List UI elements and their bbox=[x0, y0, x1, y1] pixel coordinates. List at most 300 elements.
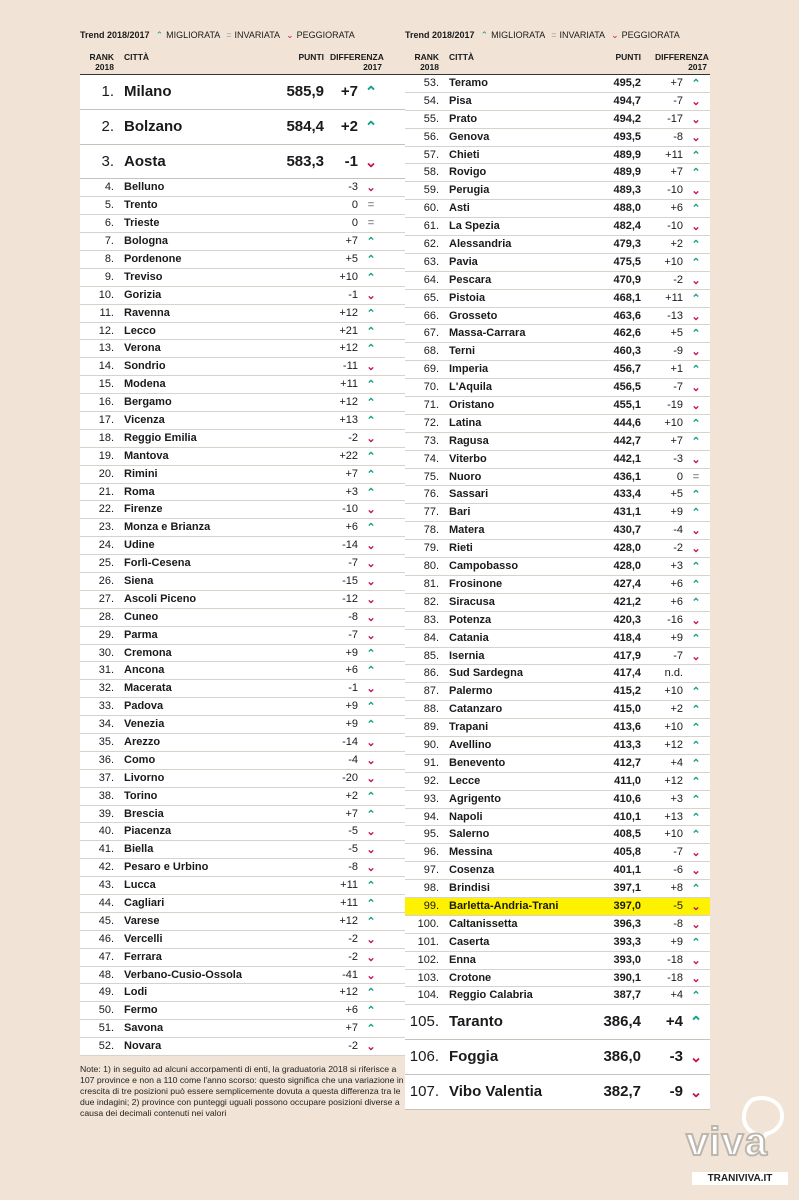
rank-cell: 17. bbox=[98, 413, 114, 426]
up-arrow-icon: ⌃ bbox=[691, 990, 701, 1003]
rank-cell: 66. bbox=[423, 309, 439, 322]
rank-cell: 80. bbox=[423, 560, 439, 573]
city-cell: Palermo bbox=[449, 685, 493, 698]
diff-cell: +7 bbox=[345, 1022, 358, 1035]
rank-cell: 51. bbox=[98, 1022, 114, 1035]
diff-cell: +10 bbox=[339, 270, 358, 283]
rank-cell: 8. bbox=[104, 252, 114, 265]
equal-icon: = bbox=[692, 470, 700, 483]
table-header bbox=[80, 52, 410, 75]
rank-cell: 34. bbox=[98, 718, 114, 731]
table-row bbox=[80, 358, 410, 376]
up-arrow-icon: ⌃ bbox=[691, 883, 701, 896]
up-arrow-icon: ⌃ bbox=[691, 328, 701, 341]
city-cell: Milano bbox=[124, 83, 172, 100]
city-cell: Catania bbox=[449, 631, 489, 644]
table-row bbox=[405, 272, 710, 290]
up-arrow-icon: ⌃ bbox=[691, 203, 701, 216]
diff-cell: -5 bbox=[348, 825, 358, 838]
down-arrow-icon: ⌄ bbox=[611, 29, 619, 40]
city-cell: Agrigento bbox=[449, 792, 501, 805]
rank-cell: 103. bbox=[417, 971, 439, 984]
up-arrow-icon: ⌃ bbox=[366, 915, 376, 928]
points-cell: 442,7 bbox=[613, 434, 641, 447]
city-cell: Como bbox=[124, 753, 156, 766]
points-cell: 428,0 bbox=[613, 542, 641, 555]
city-cell: Pesaro e Urbino bbox=[124, 861, 209, 874]
rank-cell: 86. bbox=[423, 667, 439, 680]
diff-cell: -18 bbox=[667, 953, 683, 966]
table-row bbox=[80, 145, 410, 180]
table-row bbox=[405, 576, 710, 594]
up-arrow-icon: ⌃ bbox=[366, 397, 376, 410]
city-cell: Rovigo bbox=[449, 166, 487, 179]
table-row bbox=[405, 129, 710, 147]
diff-cell: +6 bbox=[670, 202, 683, 215]
city-cell: Vibo Valentia bbox=[449, 1082, 543, 1100]
points-cell: 405,8 bbox=[613, 846, 641, 859]
points-cell: 455,1 bbox=[613, 399, 641, 412]
diff-cell: +22 bbox=[339, 449, 358, 462]
up-arrow-icon: ⌃ bbox=[691, 793, 701, 806]
points-cell: 493,5 bbox=[613, 130, 641, 143]
table-row bbox=[80, 484, 410, 502]
table-row bbox=[405, 361, 710, 379]
points-cell: 462,6 bbox=[613, 327, 641, 340]
table-row bbox=[405, 934, 710, 952]
points-cell: 418,4 bbox=[613, 631, 641, 644]
rank-cell: 21. bbox=[98, 485, 114, 498]
table-row bbox=[80, 75, 410, 110]
table-row bbox=[405, 630, 710, 648]
diff-cell: -1 bbox=[348, 682, 358, 695]
city-cell: Brindisi bbox=[449, 882, 490, 895]
table-row bbox=[405, 486, 710, 504]
table-row bbox=[80, 698, 410, 716]
down-arrow-icon: ⌄ bbox=[366, 432, 376, 445]
city-cell: Pescara bbox=[449, 273, 492, 286]
city-cell: Gorizia bbox=[124, 288, 162, 301]
city-cell: Massa-Carrara bbox=[449, 327, 526, 340]
diff-cell: +5 bbox=[670, 327, 683, 340]
rank-cell: 59. bbox=[423, 184, 439, 197]
rank-cell: 77. bbox=[423, 506, 439, 519]
up-arrow-icon: ⌃ bbox=[366, 1023, 376, 1036]
table-row bbox=[405, 415, 710, 433]
up-arrow-icon: ⌃ bbox=[366, 414, 376, 427]
rank-cell: 63. bbox=[423, 255, 439, 268]
points-cell: 410,6 bbox=[613, 792, 641, 805]
rank-cell: 12. bbox=[98, 324, 114, 337]
rank-cell: 24. bbox=[98, 539, 114, 552]
city-cell: Benevento bbox=[449, 756, 506, 769]
rank-cell: 57. bbox=[423, 148, 439, 161]
down-arrow-icon: ⌄ bbox=[366, 826, 376, 839]
equal-icon: = bbox=[551, 30, 557, 40]
city-cell: Enna bbox=[449, 953, 476, 966]
table-row bbox=[80, 591, 410, 609]
table-row bbox=[80, 806, 410, 824]
diff-cell: -7 bbox=[673, 649, 683, 662]
diff-cell: +4 bbox=[670, 989, 683, 1002]
city-cell: Ferrara bbox=[124, 950, 162, 963]
table-row bbox=[80, 680, 410, 698]
diff-cell: -8 bbox=[673, 917, 683, 930]
points-cell: 421,2 bbox=[613, 595, 641, 608]
city-cell: Sud Sardegna bbox=[449, 667, 523, 680]
city-cell: Potenza bbox=[449, 613, 492, 626]
points-cell: 382,7 bbox=[603, 1082, 641, 1100]
city-cell: Ragusa bbox=[449, 434, 489, 447]
city-cell: Campobasso bbox=[449, 560, 519, 573]
diff-cell: +11 bbox=[340, 879, 358, 892]
points-cell: 428,0 bbox=[613, 560, 641, 573]
diff-cell: -2 bbox=[348, 431, 358, 444]
up-arrow-icon: ⌃ bbox=[366, 808, 376, 821]
up-arrow-icon: ⌃ bbox=[691, 739, 701, 752]
up-arrow-icon: ⌃ bbox=[366, 379, 376, 392]
diff-cell: +12 bbox=[339, 986, 358, 999]
up-arrow-icon: ⌃ bbox=[689, 1014, 703, 1032]
rank-cell: 72. bbox=[423, 416, 439, 429]
city-cell: La Spezia bbox=[449, 220, 500, 233]
points-cell: 436,1 bbox=[613, 470, 641, 483]
table-row bbox=[80, 376, 410, 394]
diff-cell: +11 bbox=[665, 291, 683, 304]
table-row bbox=[405, 952, 710, 970]
points-cell: 488,0 bbox=[613, 202, 641, 215]
rank-cell: 99. bbox=[423, 899, 439, 912]
table-row bbox=[80, 770, 410, 788]
rank-cell: 27. bbox=[98, 592, 114, 605]
up-arrow-icon: ⌃ bbox=[691, 489, 701, 502]
up-arrow-icon: ⌃ bbox=[691, 561, 701, 574]
rank-cell: 25. bbox=[98, 557, 114, 570]
points-cell: 475,5 bbox=[613, 255, 641, 268]
diff-cell: -16 bbox=[667, 613, 683, 626]
rank-cell: 84. bbox=[423, 631, 439, 644]
city-cell: Lecce bbox=[449, 774, 481, 787]
rank-cell: 88. bbox=[423, 703, 439, 716]
city-cell: Genova bbox=[449, 130, 490, 143]
diff-cell: +9 bbox=[345, 700, 358, 713]
down-arrow-icon: ⌄ bbox=[691, 847, 701, 860]
points-cell: 460,3 bbox=[613, 345, 641, 358]
table-row bbox=[80, 287, 410, 305]
table-row bbox=[80, 1020, 410, 1038]
diff-cell: +7 bbox=[345, 235, 358, 248]
diff-cell: +7 bbox=[345, 467, 358, 480]
rank-cell: 43. bbox=[98, 879, 114, 892]
diff-cell: -2 bbox=[673, 273, 683, 286]
diff-cell: -14 bbox=[342, 539, 358, 552]
up-arrow-icon: ⌃ bbox=[366, 790, 376, 803]
city-cell: Venezia bbox=[124, 718, 165, 731]
city-cell: Caserta bbox=[449, 935, 490, 948]
table-row bbox=[405, 898, 710, 916]
city-cell: Pistoia bbox=[449, 291, 486, 304]
diff-cell: -19 bbox=[667, 399, 683, 412]
down-arrow-icon: ⌄ bbox=[691, 346, 701, 359]
up-arrow-icon: ⌃ bbox=[366, 450, 376, 463]
up-arrow-icon: ⌃ bbox=[366, 325, 376, 338]
rank-cell: 40. bbox=[98, 825, 114, 838]
city-cell: Pisa bbox=[449, 94, 472, 107]
city-cell: Torino bbox=[124, 789, 158, 802]
city-cell: Firenze bbox=[124, 503, 163, 516]
rank-cell: 90. bbox=[423, 738, 439, 751]
points-cell: 468,1 bbox=[613, 291, 641, 304]
city-cell: Asti bbox=[449, 202, 470, 215]
rank-cell: 11. bbox=[99, 306, 114, 319]
city-cell: Reggio Calabria bbox=[449, 989, 533, 1002]
down-arrow-icon: ⌄ bbox=[689, 1083, 703, 1101]
diff-cell: +9 bbox=[345, 646, 358, 659]
rank-cell: 58. bbox=[423, 166, 439, 179]
up-arrow-icon: ⌃ bbox=[366, 719, 376, 732]
city-cell: Bolzano bbox=[124, 117, 183, 135]
up-arrow-icon: ⌃ bbox=[691, 78, 701, 90]
equal-icon: = bbox=[367, 199, 375, 212]
diff-cell: +6 bbox=[345, 664, 358, 677]
diff-cell: +7 bbox=[670, 434, 683, 447]
table-row bbox=[80, 323, 410, 341]
city-cell: Frosinone bbox=[449, 577, 503, 590]
table-row bbox=[405, 75, 710, 93]
city-cell: Pordenone bbox=[124, 252, 182, 265]
up-arrow-icon: ⌃ bbox=[691, 256, 701, 269]
diff-cell: +7 bbox=[340, 83, 358, 100]
city-cell: Belluno bbox=[124, 181, 165, 194]
diff-cell: +5 bbox=[345, 252, 358, 265]
diff-cell: +8 bbox=[670, 882, 683, 895]
legend-improved: MIGLIORATA bbox=[166, 30, 221, 40]
down-arrow-icon: ⌄ bbox=[366, 558, 376, 571]
up-arrow-icon: ⌃ bbox=[366, 307, 376, 320]
rank-cell: 78. bbox=[423, 524, 439, 537]
points-cell: 489,3 bbox=[613, 184, 641, 197]
diff-cell: -10 bbox=[667, 220, 683, 233]
up-arrow-icon: ⌃ bbox=[366, 987, 376, 1000]
points-cell: 427,4 bbox=[613, 577, 641, 590]
up-arrow-icon: ⌃ bbox=[691, 435, 701, 448]
table-header-right bbox=[405, 52, 710, 75]
rank-cell: 52. bbox=[98, 1040, 114, 1053]
diff-cell: +11 bbox=[340, 378, 358, 391]
down-arrow-icon: ⌄ bbox=[689, 1049, 703, 1067]
points-cell: 420,3 bbox=[613, 613, 641, 626]
city-cell: Vicenza bbox=[124, 413, 165, 426]
diff-cell: +13 bbox=[664, 810, 683, 823]
rank-cell: 15. bbox=[98, 378, 114, 391]
city-cell: Piacenza bbox=[124, 825, 172, 838]
rank-cell: 41. bbox=[98, 843, 114, 856]
rank-cell: 102. bbox=[417, 953, 439, 966]
city-cell: Crotone bbox=[449, 971, 492, 984]
diff-cell: -2 bbox=[673, 542, 683, 555]
rank-cell: 7. bbox=[104, 235, 114, 248]
rank-cell: 44. bbox=[98, 897, 114, 910]
table-row bbox=[80, 1002, 410, 1020]
diff-cell: +3 bbox=[670, 560, 683, 573]
points-cell: 417,4 bbox=[613, 667, 641, 680]
points-cell: 456,7 bbox=[613, 363, 641, 376]
table-row bbox=[80, 752, 410, 770]
diff-cell: -14 bbox=[342, 736, 358, 748]
points-cell: 408,5 bbox=[613, 828, 641, 841]
rank-cell: 96. bbox=[423, 846, 439, 859]
diff-cell: -8 bbox=[348, 861, 358, 874]
diff-cell: +12 bbox=[339, 914, 358, 927]
table-row bbox=[405, 1005, 710, 1040]
table-row bbox=[80, 627, 410, 645]
points-cell: 397,1 bbox=[613, 882, 641, 895]
up-arrow-icon: ⌃ bbox=[366, 701, 376, 714]
city-cell: Ascoli Piceno bbox=[124, 592, 197, 605]
table-row bbox=[405, 987, 710, 1005]
diff-cell: -10 bbox=[342, 503, 358, 516]
city-cell: Lodi bbox=[124, 986, 148, 999]
points-cell: 489,9 bbox=[613, 166, 641, 179]
diff-cell: -7 bbox=[673, 381, 683, 394]
city-cell: Vercelli bbox=[124, 932, 163, 945]
diff-cell: +5 bbox=[670, 488, 683, 501]
table-row bbox=[80, 859, 410, 877]
rank-cell: 105. bbox=[409, 1013, 439, 1031]
down-arrow-icon: ⌄ bbox=[366, 361, 376, 374]
diff-cell: +11 bbox=[340, 897, 358, 910]
down-arrow-icon: ⌄ bbox=[691, 185, 701, 198]
down-arrow-icon: ⌄ bbox=[691, 900, 701, 913]
table-row bbox=[80, 340, 410, 358]
points-cell: 417,9 bbox=[613, 649, 641, 662]
rank-cell: 60. bbox=[423, 202, 439, 215]
table-row bbox=[405, 558, 710, 576]
down-arrow-icon: ⌄ bbox=[691, 131, 701, 144]
rank-cell: 69. bbox=[423, 363, 439, 376]
diff-cell: +6 bbox=[345, 521, 358, 534]
city-cell: Avellino bbox=[449, 738, 492, 751]
header-rank: RANK 2018 bbox=[414, 52, 439, 72]
city-cell: Ravenna bbox=[124, 306, 170, 319]
down-arrow-icon: ⌄ bbox=[366, 683, 376, 696]
rank-cell: 100. bbox=[417, 917, 439, 930]
rank-cell: 50. bbox=[98, 1004, 114, 1017]
table-row bbox=[80, 984, 410, 1002]
rank-cell: 39. bbox=[98, 807, 114, 820]
up-arrow-icon: ⌃ bbox=[691, 578, 701, 591]
diff-cell: 0 bbox=[351, 217, 358, 230]
table-row bbox=[405, 164, 710, 182]
rank-cell: 18. bbox=[98, 431, 114, 444]
diff-cell: -10 bbox=[667, 184, 683, 197]
table-row bbox=[80, 519, 410, 537]
table-row bbox=[80, 555, 410, 573]
up-arrow-icon: ⌃ bbox=[480, 29, 489, 40]
table-row bbox=[405, 594, 710, 612]
rank-cell: 68. bbox=[423, 345, 439, 358]
trend-legend bbox=[80, 0, 410, 50]
diff-cell: -13 bbox=[667, 309, 683, 322]
up-arrow-icon: ⌃ bbox=[691, 239, 701, 252]
points-cell: 494,7 bbox=[613, 94, 641, 107]
diff-cell: +4 bbox=[670, 756, 683, 769]
table-row bbox=[80, 931, 410, 949]
rank-cell: 62. bbox=[423, 238, 439, 251]
points-cell: 442,1 bbox=[613, 452, 641, 465]
rank-cell: 37. bbox=[98, 771, 114, 784]
rank-cell: 82. bbox=[423, 595, 439, 608]
city-cell: Sondrio bbox=[124, 360, 166, 373]
rank-cell: 3. bbox=[101, 152, 114, 170]
city-cell: Cuneo bbox=[124, 610, 159, 623]
up-arrow-icon: ⌃ bbox=[366, 880, 376, 893]
diff-cell: -6 bbox=[673, 864, 683, 877]
diff-cell: +13 bbox=[339, 413, 358, 426]
points-cell: 401,1 bbox=[613, 864, 641, 877]
table-row bbox=[80, 269, 410, 287]
table-row bbox=[405, 93, 710, 111]
diff-cell: -41 bbox=[342, 968, 358, 981]
table-row bbox=[80, 823, 410, 841]
legend-worsened: PEGGIORATA bbox=[621, 30, 680, 40]
rank-cell: 67. bbox=[423, 327, 439, 340]
down-arrow-icon: ⌄ bbox=[366, 593, 376, 606]
city-cell: Caltanissetta bbox=[449, 917, 518, 930]
city-cell: Parma bbox=[124, 628, 158, 641]
table-row bbox=[405, 308, 710, 326]
table-row bbox=[405, 451, 710, 469]
up-arrow-icon: ⌃ bbox=[366, 647, 376, 660]
brand-url: TRANIVIVA.IT bbox=[692, 1172, 788, 1185]
up-arrow-icon: ⌃ bbox=[691, 167, 701, 180]
city-cell: Udine bbox=[124, 539, 155, 552]
points-cell: 444,6 bbox=[613, 416, 641, 429]
table-row bbox=[80, 394, 410, 412]
rank-cell: 48. bbox=[98, 968, 114, 981]
diff-cell: +9 bbox=[345, 718, 358, 731]
points-cell: 412,7 bbox=[613, 756, 641, 769]
city-cell: Fermo bbox=[124, 1004, 158, 1017]
rank-cell: 47. bbox=[98, 950, 114, 963]
footnote: Note: 1) in seguito ad alcuni accorpamenti di enti, la graduatoria 2018 si riferisce a 107 province e non a 110 come l'anno scorso: questo significa che una variazione in crescita di tre posizioni può essere semplicemente dovuta a questa differenza tra le due indagini; 2) province con punteggi uguali possono occupare posizioni diverse a causa dei decimali contenuti nei valori bbox=[80, 1064, 404, 1119]
up-arrow-icon: ⌃ bbox=[691, 632, 701, 645]
legend-improved: MIGLIORATA bbox=[491, 30, 546, 40]
table-row bbox=[405, 111, 710, 129]
city-cell: Mantova bbox=[124, 449, 169, 462]
diff-cell: +3 bbox=[670, 792, 683, 805]
header-diff: DIFFERENZA 2017 bbox=[330, 52, 384, 72]
city-cell: Barletta-Andria-Trani bbox=[449, 899, 559, 912]
diff-cell: +12 bbox=[339, 306, 358, 319]
down-arrow-icon: ⌄ bbox=[691, 95, 701, 108]
city-cell: Verona bbox=[124, 342, 161, 355]
rank-cell: 6. bbox=[104, 217, 114, 230]
diff-cell: 0 bbox=[676, 470, 683, 483]
diff-cell: +2 bbox=[670, 238, 683, 251]
header-points: PUNTI bbox=[298, 52, 324, 62]
points-cell: 584,4 bbox=[286, 117, 324, 135]
rank-cell: 107. bbox=[409, 1082, 439, 1100]
city-cell: Siena bbox=[124, 574, 154, 587]
table-row bbox=[80, 430, 410, 448]
diff-cell: +4 bbox=[665, 1013, 683, 1031]
points-cell: 411,0 bbox=[614, 774, 641, 787]
rank-cell: 85. bbox=[423, 649, 439, 662]
rank-cell: 53. bbox=[423, 77, 439, 89]
city-cell: Taranto bbox=[449, 1013, 503, 1031]
city-cell: Macerata bbox=[124, 682, 172, 695]
